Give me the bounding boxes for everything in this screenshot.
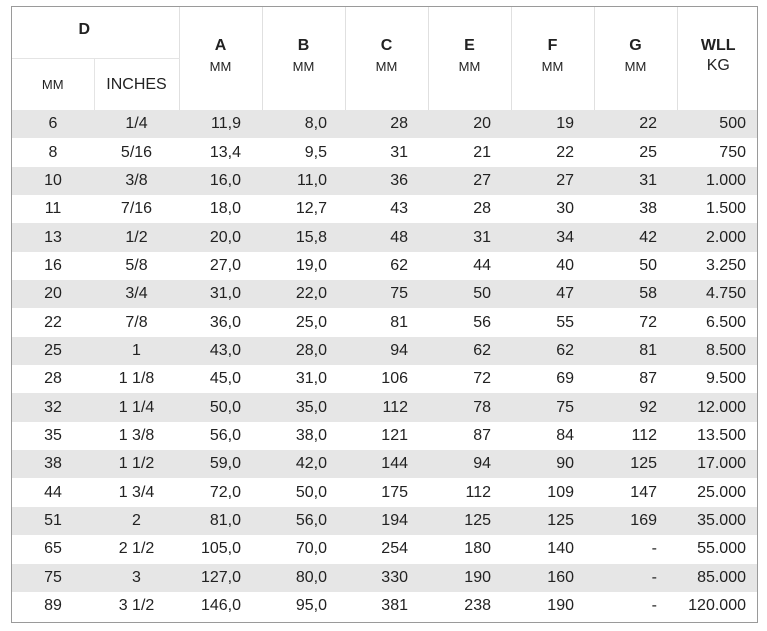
cell-d-inches: 2 1/2: [94, 535, 179, 563]
cell-d-inches: 1 1/8: [94, 365, 179, 393]
cell-d-mm: 11: [12, 195, 94, 223]
cell-a: 81,0: [179, 507, 262, 535]
cell-a: 20,0: [179, 223, 262, 251]
cell-g: 22: [594, 110, 677, 138]
table-row: [12, 393, 758, 421]
cell-d-inches: 5/8: [94, 252, 179, 280]
cell-b: 25,0: [262, 308, 345, 336]
cell-e: 72: [428, 365, 511, 393]
cell-b: 50,0: [262, 478, 345, 506]
cell-f: 109: [511, 478, 594, 506]
table-header: [12, 7, 758, 110]
cell-d-inches: 1 3/8: [94, 422, 179, 450]
cell-e: 44: [428, 252, 511, 280]
cell-f: 19: [511, 110, 594, 138]
cell-d-inches: 7/8: [94, 308, 179, 336]
cell-b: 35,0: [262, 393, 345, 421]
table-row: [12, 592, 758, 620]
header-d-mm: MM: [41, 77, 64, 92]
cell-wll: 12.000: [677, 393, 758, 421]
cell-g: 87: [594, 365, 677, 393]
cell-d-mm: 38: [12, 450, 94, 478]
cell-d-mm: 75: [12, 564, 94, 592]
cell-d-inches: 3: [94, 564, 179, 592]
cell-b: 95,0: [262, 592, 345, 620]
cell-c: 381: [345, 592, 428, 620]
cell-c: 194: [345, 507, 428, 535]
cell-wll: 750: [677, 138, 758, 166]
cell-f: 27: [511, 167, 594, 195]
cell-e: 27: [428, 167, 511, 195]
cell-d-inches: 3 1/2: [94, 592, 179, 620]
cell-wll: 120.000: [677, 592, 758, 620]
cell-e: 180: [428, 535, 511, 563]
cell-f: 69: [511, 365, 594, 393]
cell-g: -: [594, 564, 677, 592]
cell-c: 75: [345, 280, 428, 308]
cell-c: 112: [345, 393, 428, 421]
cell-d-mm: 44: [12, 478, 94, 506]
cell-b: 11,0: [262, 167, 345, 195]
cell-f: 125: [511, 507, 594, 535]
cell-wll: 13.500: [677, 422, 758, 450]
cell-g: -: [594, 592, 677, 620]
cell-c: 43: [345, 195, 428, 223]
cell-a: 59,0: [179, 450, 262, 478]
cell-a: 43,0: [179, 337, 262, 365]
cell-d-mm: 28: [12, 365, 94, 393]
cell-f: 84: [511, 422, 594, 450]
cell-b: 80,0: [262, 564, 345, 592]
cell-d-mm: 35: [12, 422, 94, 450]
cell-g: 25: [594, 138, 677, 166]
cell-d-inches: 3/8: [94, 167, 179, 195]
cell-a: 45,0: [179, 365, 262, 393]
cell-b: 70,0: [262, 535, 345, 563]
cell-g: 125: [594, 450, 677, 478]
spec-table-frame: [11, 6, 758, 623]
cell-d-inches: 1 1/4: [94, 393, 179, 421]
cell-a: 27,0: [179, 252, 262, 280]
cell-c: 28: [345, 110, 428, 138]
cell-wll: 4.750: [677, 280, 758, 308]
table-row: [12, 535, 758, 563]
table-row: [12, 450, 758, 478]
header-col-b: B MM: [262, 7, 345, 110]
cell-g: 72: [594, 308, 677, 336]
cell-b: 38,0: [262, 422, 345, 450]
cell-a: 31,0: [179, 280, 262, 308]
cell-e: 87: [428, 422, 511, 450]
cell-b: 15,8: [262, 223, 345, 251]
cell-g: 147: [594, 478, 677, 506]
cell-d-mm: 16: [12, 252, 94, 280]
header-d-group: [12, 7, 179, 59]
cell-d-inches: 1 3/4: [94, 478, 179, 506]
table-row: [12, 507, 758, 535]
cell-g: 58: [594, 280, 677, 308]
cell-g: 50: [594, 252, 677, 280]
cell-a: 56,0: [179, 422, 262, 450]
cell-wll: 3.250: [677, 252, 758, 280]
cell-g: 92: [594, 393, 677, 421]
cell-b: 42,0: [262, 450, 345, 478]
header-col-wll: WLL KG: [677, 7, 758, 110]
cell-e: 190: [428, 564, 511, 592]
cell-e: 94: [428, 450, 511, 478]
cell-b: 22,0: [262, 280, 345, 308]
cell-c: 254: [345, 535, 428, 563]
cell-d-inches: 2: [94, 507, 179, 535]
cell-a: 127,0: [179, 564, 262, 592]
cell-d-inches: 1: [94, 337, 179, 365]
header-col-e: E MM: [428, 7, 511, 110]
cell-b: 31,0: [262, 365, 345, 393]
cell-wll: 6.500: [677, 308, 758, 336]
table-row: [12, 308, 758, 336]
cell-wll: 25.000: [677, 478, 758, 506]
cell-f: 34: [511, 223, 594, 251]
table-row: [12, 365, 758, 393]
cell-b: 56,0: [262, 507, 345, 535]
cell-d-mm: 22: [12, 308, 94, 336]
cell-d-mm: 20: [12, 280, 94, 308]
cell-c: 36: [345, 167, 428, 195]
cell-f: 55: [511, 308, 594, 336]
cell-e: 238: [428, 592, 511, 620]
cell-a: 11,9: [179, 110, 262, 138]
cell-a: 72,0: [179, 478, 262, 506]
cell-wll: 8.500: [677, 337, 758, 365]
cell-c: 106: [345, 365, 428, 393]
cell-f: 22: [511, 138, 594, 166]
cell-b: 19,0: [262, 252, 345, 280]
cell-c: 48: [345, 223, 428, 251]
table-row: [12, 337, 758, 365]
cell-a: 105,0: [179, 535, 262, 563]
cell-wll: 1.500: [677, 195, 758, 223]
cell-d-mm: 25: [12, 337, 94, 365]
cell-d-inches: 3/4: [94, 280, 179, 308]
cell-wll: 9.500: [677, 365, 758, 393]
cell-f: 75: [511, 393, 594, 421]
table-row: [12, 167, 758, 195]
table-row: [12, 564, 758, 592]
table-row: [12, 422, 758, 450]
cell-f: 160: [511, 564, 594, 592]
cell-wll: 55.000: [677, 535, 758, 563]
cell-d-mm: 65: [12, 535, 94, 563]
cell-c: 94: [345, 337, 428, 365]
cell-f: 62: [511, 337, 594, 365]
table-row: [12, 252, 758, 280]
cell-d-inches: 5/16: [94, 138, 179, 166]
cell-g: 38: [594, 195, 677, 223]
header-d-inches: INCHES: [94, 59, 179, 111]
header-col-a: A MM: [179, 7, 262, 110]
cell-d-mm: 32: [12, 393, 94, 421]
cell-c: 31: [345, 138, 428, 166]
header-col-c: C MM: [345, 7, 428, 110]
cell-a: 16,0: [179, 167, 262, 195]
cell-e: 125: [428, 507, 511, 535]
cell-d-inches: 7/16: [94, 195, 179, 223]
cell-e: 62: [428, 337, 511, 365]
cell-d-mm: 6: [12, 110, 94, 138]
cell-wll: 85.000: [677, 564, 758, 592]
cell-wll: 500: [677, 110, 758, 138]
cell-e: 28: [428, 195, 511, 223]
cell-wll: 1.000: [677, 167, 758, 195]
cell-b: 12,7: [262, 195, 345, 223]
cell-f: 190: [511, 592, 594, 620]
cell-f: 30: [511, 195, 594, 223]
cell-b: 9,5: [262, 138, 345, 166]
cell-d-inches: 1 1/2: [94, 450, 179, 478]
table-row: [12, 280, 758, 308]
cell-g: 81: [594, 337, 677, 365]
cell-d-mm: 51: [12, 507, 94, 535]
cell-e: 50: [428, 280, 511, 308]
cell-g: 112: [594, 422, 677, 450]
cell-g: 169: [594, 507, 677, 535]
cell-d-mm: 8: [12, 138, 94, 166]
cell-c: 144: [345, 450, 428, 478]
cell-f: 40: [511, 252, 594, 280]
table-row: [12, 138, 758, 166]
cell-d-mm: 13: [12, 223, 94, 251]
cell-wll: 2.000: [677, 223, 758, 251]
cell-f: 140: [511, 535, 594, 563]
cell-d-mm: 89: [12, 592, 94, 620]
header-col-g: G MM: [594, 7, 677, 110]
cell-c: 330: [345, 564, 428, 592]
cell-a: 36,0: [179, 308, 262, 336]
cell-b: 8,0: [262, 110, 345, 138]
cell-b: 28,0: [262, 337, 345, 365]
cell-e: 112: [428, 478, 511, 506]
cell-e: 56: [428, 308, 511, 336]
cell-e: 20: [428, 110, 511, 138]
cell-e: 31: [428, 223, 511, 251]
cell-a: 50,0: [179, 393, 262, 421]
cell-a: 18,0: [179, 195, 262, 223]
table-row: [12, 478, 758, 506]
cell-a: 13,4: [179, 138, 262, 166]
cell-c: 175: [345, 478, 428, 506]
cell-a: 146,0: [179, 592, 262, 620]
cell-g: 31: [594, 167, 677, 195]
cell-d-mm: 10: [12, 167, 94, 195]
cell-c: 62: [345, 252, 428, 280]
table-row: [12, 195, 758, 223]
cell-c: 81: [345, 308, 428, 336]
cell-d-inches: 1/2: [94, 223, 179, 251]
cell-f: 47: [511, 280, 594, 308]
table-row: [12, 110, 758, 138]
table-row: [12, 223, 758, 251]
cell-c: 121: [345, 422, 428, 450]
table-body: [12, 110, 758, 620]
cell-e: 21: [428, 138, 511, 166]
cell-g: -: [594, 535, 677, 563]
cell-f: 90: [511, 450, 594, 478]
header-col-f: F MM: [511, 7, 594, 110]
dimensions-table: [12, 7, 758, 620]
cell-wll: 17.000: [677, 450, 758, 478]
cell-d-inches: 1/4: [94, 110, 179, 138]
header-d-title: D: [78, 21, 91, 38]
cell-e: 78: [428, 393, 511, 421]
cell-g: 42: [594, 223, 677, 251]
cell-wll: 35.000: [677, 507, 758, 535]
